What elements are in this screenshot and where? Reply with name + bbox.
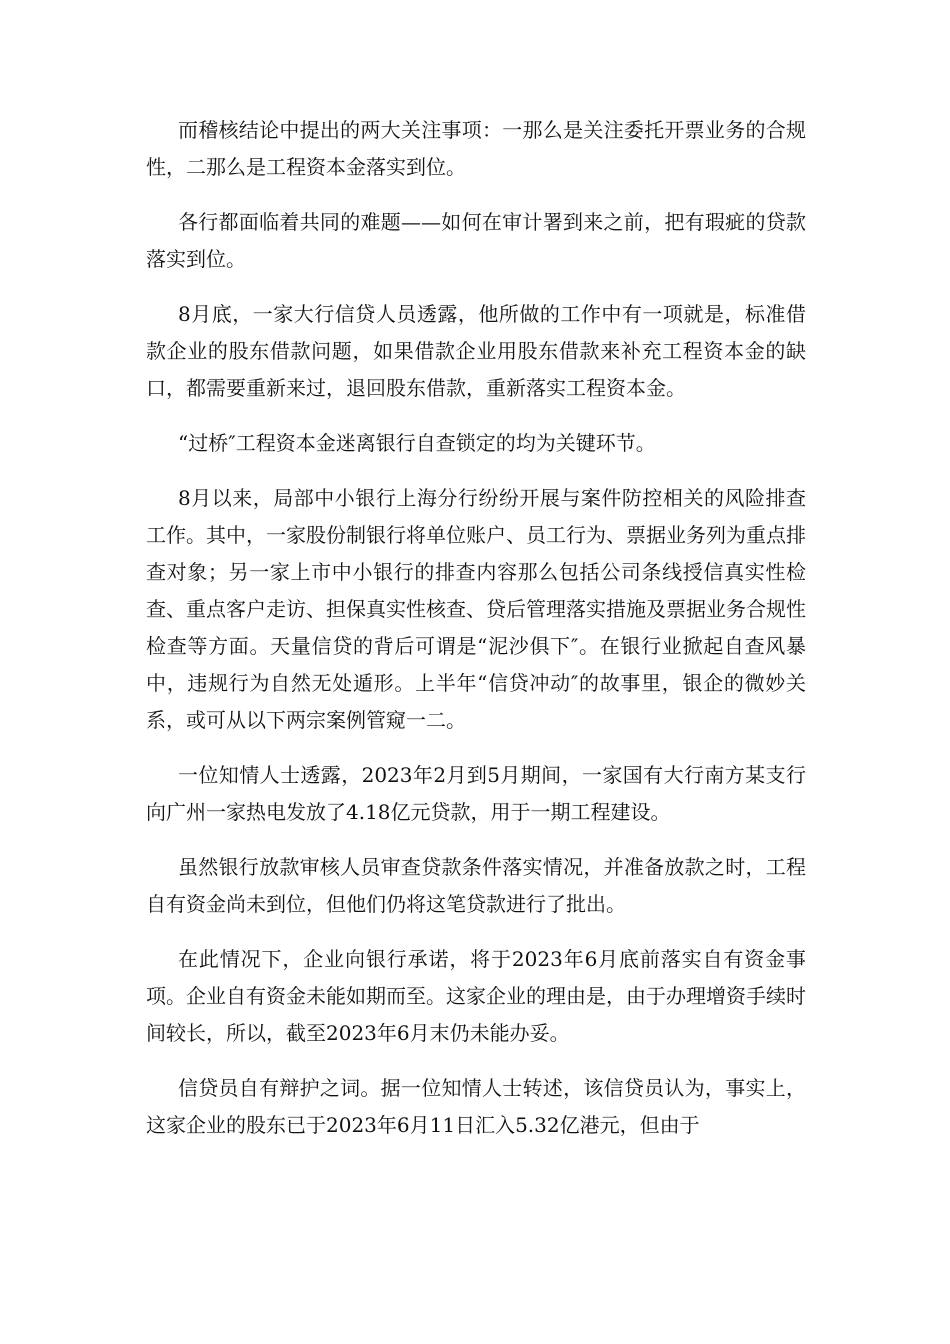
paragraph-4: “过桥″工程资本金迷离银行自查锁定的均为关键环节。 [178, 431, 656, 455]
paragraph-8: 在此情况下，企业向银行承诺，将于2023年6月底前落实自有资金事项。企业自有资金未能如期而至。这家企业的理由是，由于办理增资手续时间较长，所以，截至2023年6月末仍未能办妥。 [146, 947, 806, 1045]
paragraph-9: 信贷员自有辩护之词。据一位知情人士转述，该信贷员认为，事实上，这家企业的股东已于2023年6月11日汇入5.32亿港元，但由于 [146, 1076, 806, 1137]
document-body [146, 112, 806, 1162]
paragraph-2: 各行都面临着共同的难题——如何在审计署到来之前，把有瑕疵的贷款落实到位。 [146, 210, 806, 271]
paragraph-1: 而稽核结论中提出的两大关注事项：一那么是关注委托开票业务的合规性，二那么是工程资本金落实到位。 [146, 118, 806, 179]
paragraph-3: 8月底，一家大行信贷人员透露，他所做的工作中有一项就是，标准借款企业的股东借款问题，如果借款企业用股东借款来补充工程资本金的缺口，都需要重新来过，退回股东借款，重新落实工程资本金。 [146, 302, 806, 400]
paragraph-7: 虽然银行放款审核人员审查贷款条件落实情况，并准备放款之时，工程自有资金尚未到位，但他们仍将这笔贷款进行了批出。 [146, 855, 806, 916]
paragraph-5: 8月以来，局部中小银行上海分行纷纷开展与案件防控相关的风险排查工作。其中，一家股份制银行将单位账户、员工行为、票据业务列为重点排查对象；另一家上市中小银行的排查内容那么包括公司条线授信真实性检查、重点客户走访、担保真实性核查、贷后管理落实措施及票据业务合规性检查等方面。天量信贷的背后可谓是“泥沙俱下″。在银行业掀起自查风暴中，违规行为自然无处遁形。上半年“信贷冲动″的故事里，银企的微妙关系，或可从以下两宗案例管窥一二。 [146, 486, 806, 732]
paragraph-6: 一位知情人士透露，2023年2月到5月期间，一家国有大行南方某支行向广州一家热电发放了4.18亿元贷款，用于一期工程建设。 [146, 763, 806, 824]
